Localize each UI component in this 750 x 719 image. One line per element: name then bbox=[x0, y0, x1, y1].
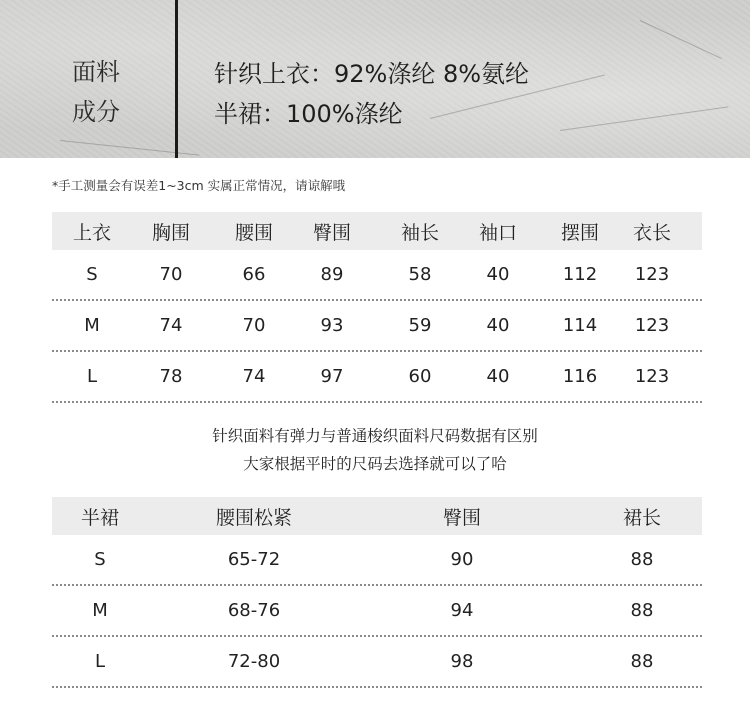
table-cell: 58 bbox=[408, 264, 432, 285]
table-row bbox=[52, 352, 702, 403]
header-cell: 衣长 bbox=[632, 221, 671, 244]
table-cell: S bbox=[86, 264, 98, 285]
table-cell: 88 bbox=[630, 549, 654, 570]
top-size-table bbox=[52, 212, 702, 403]
table-cell: 40 bbox=[486, 264, 510, 285]
table-row bbox=[52, 586, 702, 637]
fabric-note-line-1: 针织面料有弹力与普通梭织面料尺码数据有区别 bbox=[212, 427, 538, 445]
label-line-2: 成分 bbox=[72, 98, 120, 126]
table-cell: 94 bbox=[450, 600, 474, 621]
banner-divider bbox=[175, 0, 178, 158]
table-row bbox=[52, 637, 702, 688]
fabric-banner bbox=[0, 0, 750, 158]
table-cell: 72-80 bbox=[227, 651, 281, 672]
table-cell: 114 bbox=[562, 315, 598, 336]
table-cell: 65-72 bbox=[227, 549, 281, 570]
table-row bbox=[52, 301, 702, 352]
table-cell: S bbox=[94, 549, 106, 570]
texture-streak bbox=[640, 20, 722, 59]
fabric-note-line-2: 大家根据平时的尺码去选择就可以了哈 bbox=[243, 455, 507, 473]
composition-top: 针织上衣：92%涤纶 8%氨纶 bbox=[214, 60, 530, 88]
label-line-1: 面料 bbox=[72, 58, 120, 86]
table-cell: 70 bbox=[159, 264, 183, 285]
table-cell: 123 bbox=[634, 315, 670, 336]
table-cell: 116 bbox=[562, 366, 598, 387]
composition-skirt: 半裙：100%涤纶 bbox=[214, 100, 403, 128]
texture-streak bbox=[60, 140, 199, 156]
table-cell: M bbox=[92, 600, 108, 621]
table-cell: 70 bbox=[242, 315, 266, 336]
table-cell: M bbox=[84, 315, 100, 336]
table-cell: 88 bbox=[630, 651, 654, 672]
header-cell: 腰围松紧 bbox=[215, 506, 292, 529]
header-cell: 裙长 bbox=[622, 506, 661, 529]
table-cell: 59 bbox=[408, 315, 432, 336]
header-cell: 摆围 bbox=[560, 221, 599, 244]
header-cell: 半裙 bbox=[80, 506, 119, 529]
table-cell: 97 bbox=[320, 366, 344, 387]
table-cell: 93 bbox=[320, 315, 344, 336]
table-cell: 123 bbox=[634, 264, 670, 285]
table-cell: 98 bbox=[450, 651, 474, 672]
texture-streak bbox=[560, 106, 728, 131]
table-cell: L bbox=[94, 651, 106, 672]
table-cell: 123 bbox=[634, 366, 670, 387]
table-header bbox=[52, 212, 702, 250]
table-cell: 66 bbox=[242, 264, 266, 285]
table-header bbox=[52, 497, 702, 535]
measurement-note: *手工测量会有误差1~3cm 实属正常情况，请谅解哦 bbox=[52, 178, 346, 193]
fabric-composition-label bbox=[72, 52, 120, 132]
table-cell: 90 bbox=[450, 549, 474, 570]
table-row bbox=[52, 250, 702, 301]
table-cell: 74 bbox=[159, 315, 183, 336]
header-cell: 袖长 bbox=[400, 221, 439, 244]
table-row bbox=[52, 535, 702, 586]
table-cell: 88 bbox=[630, 600, 654, 621]
table-cell: 60 bbox=[408, 366, 432, 387]
table-cell: 68-76 bbox=[227, 600, 281, 621]
fabric-composition-values bbox=[214, 54, 529, 134]
header-cell: 袖口 bbox=[478, 221, 517, 244]
header-cell: 胸围 bbox=[151, 221, 190, 244]
skirt-size-table bbox=[52, 497, 702, 688]
table-cell: 89 bbox=[320, 264, 344, 285]
header-cell: 臀围 bbox=[312, 221, 351, 244]
header-cell: 臀围 bbox=[442, 506, 481, 529]
table-cell: 78 bbox=[159, 366, 183, 387]
header-cell: 上衣 bbox=[72, 221, 111, 244]
table-cell: 74 bbox=[242, 366, 266, 387]
table-cell: 40 bbox=[486, 366, 510, 387]
table-cell: L bbox=[86, 366, 98, 387]
header-cell: 腰围 bbox=[234, 221, 273, 244]
table-cell: 112 bbox=[562, 264, 598, 285]
table-cell: 40 bbox=[486, 315, 510, 336]
